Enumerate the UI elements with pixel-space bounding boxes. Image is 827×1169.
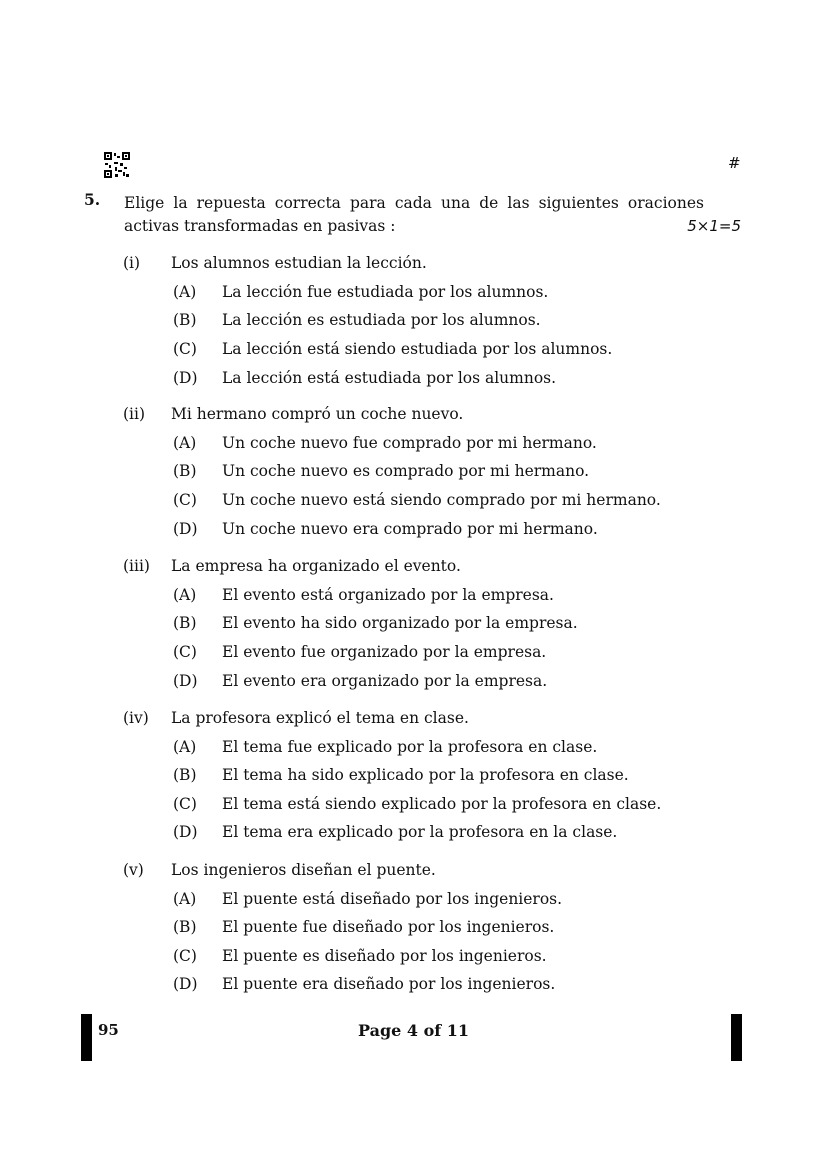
subquestion-sentence: Mi hermano compró un coche nuevo.: [171, 405, 464, 423]
option-label: (A): [173, 586, 197, 604]
paper-code: 95: [98, 1021, 119, 1039]
option-text: El puente fue diseñado por los ingenieros.: [222, 918, 555, 936]
option-text: El evento está organizado por la empresa.: [222, 586, 554, 604]
option-text: Un coche nuevo está siendo comprado por mi hermano.: [222, 491, 661, 509]
option-label: (B): [173, 311, 197, 329]
right-margin-bar: [731, 1014, 742, 1061]
subquestion-sentence: La empresa ha organizado el evento.: [171, 557, 461, 575]
option-label: (C): [173, 795, 197, 813]
option-label: (B): [173, 462, 197, 480]
option-text: El tema era explicado por la profesora en la clase.: [222, 823, 618, 841]
qr-code-icon: [104, 152, 130, 178]
option-text: El puente es diseñado por los ingenieros.: [222, 947, 547, 965]
subquestion-sentence: Los alumnos estudian la lección.: [171, 254, 427, 272]
question-text-line2: activas transformadas en pasivas :: [124, 217, 396, 235]
subquestion-label: (i): [123, 254, 141, 272]
option-text: El evento ha sido organizado por la empresa.: [222, 614, 578, 632]
option-label: (B): [173, 766, 197, 784]
option-text: La lección es estudiada por los alumnos.: [222, 311, 541, 329]
subquestion-label: (v): [123, 861, 144, 879]
question-number: 5.: [84, 190, 101, 209]
option-label: (B): [173, 918, 197, 936]
subquestion-sentence: Los ingenieros diseñan el puente.: [171, 861, 436, 879]
option-text: El puente está diseñado por los ingenieros.: [222, 890, 563, 908]
question-text-line1: Elige la repuesta correcta para cada una de las siguientes oraciones: [124, 194, 704, 212]
page-number: Page 4 of 11: [358, 1021, 469, 1040]
subquestion-label: (iii): [123, 557, 150, 575]
option-text: La lección fue estudiada por los alumnos.: [222, 283, 549, 301]
option-text: Un coche nuevo era comprado por mi hermano.: [222, 520, 598, 538]
option-label: (A): [173, 890, 197, 908]
option-text: El tema está siendo explicado por la profesora en clase.: [222, 795, 662, 813]
option-label: (A): [173, 283, 197, 301]
subquestion-label: (iv): [123, 709, 149, 727]
question-marks: 5×1=5: [687, 217, 741, 235]
option-text: La lección está siendo estudiada por los alumnos.: [222, 340, 613, 358]
page-hash-mark: #: [728, 154, 741, 172]
option-label: (B): [173, 614, 197, 632]
option-label: (D): [173, 520, 198, 538]
option-text: El puente era diseñado por los ingenieros.: [222, 975, 556, 993]
option-label: (D): [173, 672, 198, 690]
subquestion-label: (ii): [123, 405, 146, 423]
option-label: (D): [173, 823, 198, 841]
option-text: La lección está estudiada por los alumnos.: [222, 369, 557, 387]
option-label: (C): [173, 947, 197, 965]
option-label: (C): [173, 340, 197, 358]
option-label: (C): [173, 491, 197, 509]
option-text: El tema ha sido explicado por la profesora en clase.: [222, 766, 629, 784]
option-label: (C): [173, 643, 197, 661]
option-text: El tema fue explicado por la profesora en clase.: [222, 738, 598, 756]
option-text: El evento era organizado por la empresa.: [222, 672, 548, 690]
option-label: (D): [173, 369, 198, 387]
option-text: El evento fue organizado por la empresa.: [222, 643, 547, 661]
option-label: (A): [173, 738, 197, 756]
subquestion-sentence: La profesora explicó el tema en clase.: [171, 709, 469, 727]
option-label: (A): [173, 434, 197, 452]
option-text: Un coche nuevo fue comprado por mi hermano.: [222, 434, 597, 452]
option-label: (D): [173, 975, 198, 993]
option-text: Un coche nuevo es comprado por mi hermano.: [222, 462, 590, 480]
